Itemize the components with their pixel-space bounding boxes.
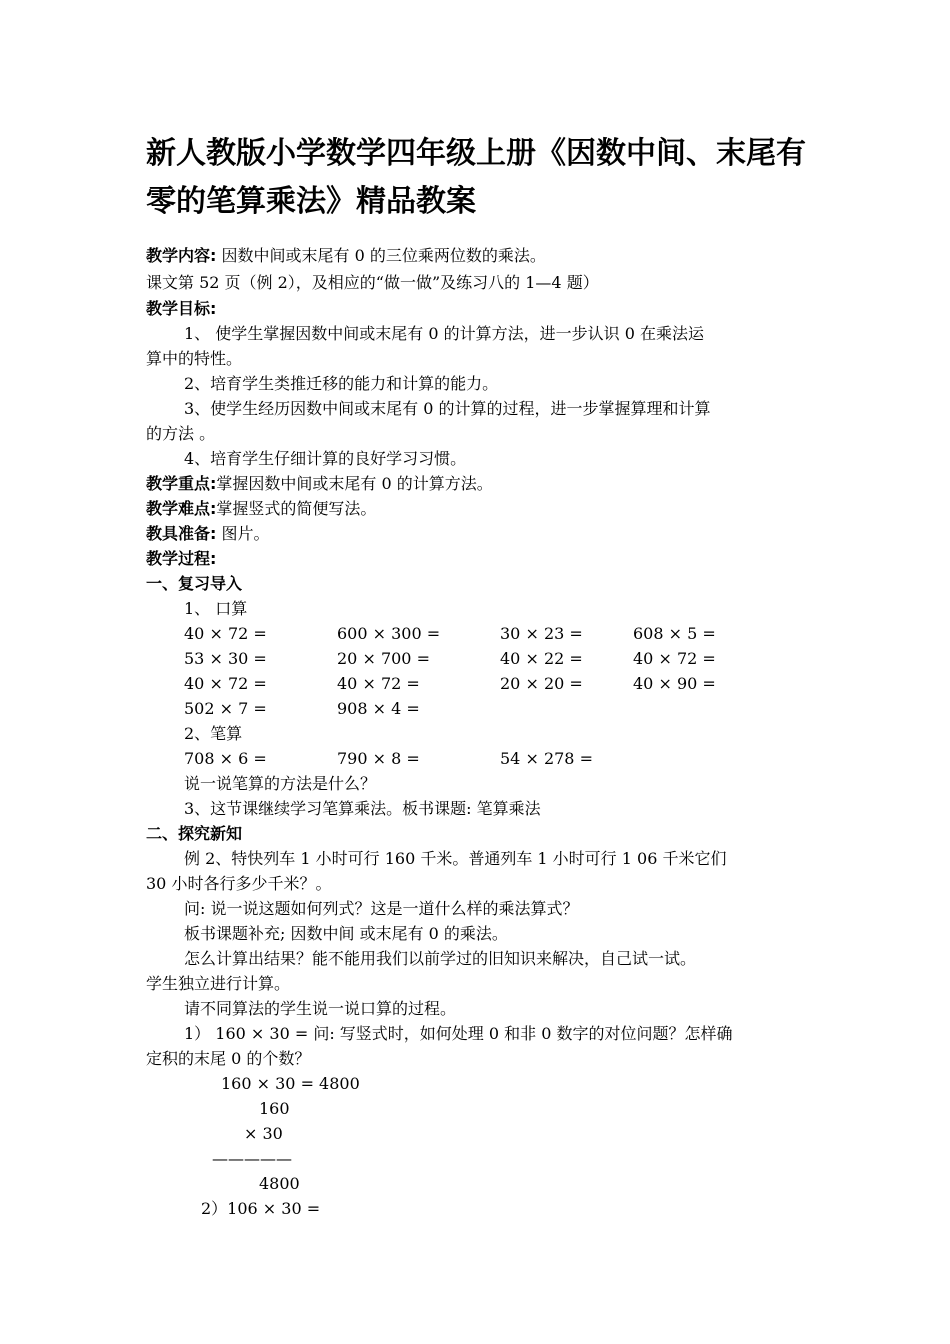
difficulty-text: 掌握竖式的简便写法。 <box>216 499 377 518</box>
content-label: 教学内容: <box>146 246 217 265</box>
how-line: 学生独立进行计算。 <box>146 974 291 993</box>
key-point-label: 教学重点: <box>146 474 217 493</box>
oral-item: 908 × 4 = <box>337 699 420 718</box>
vertical-rule: ————— <box>212 1149 292 1168</box>
calculation-line: 160 × 30 = 4800 <box>221 1074 360 1093</box>
vertical-multiplier: × 30 <box>244 1124 283 1143</box>
goal-line: 1、 使学生掌握因数中间或末尾有 0 的计算方法，进一步认识 0 在乘法运 <box>184 324 704 343</box>
key-point-text: 掌握因数中间或末尾有 0 的计算方法。 <box>216 474 493 493</box>
materials-label: 教具准备: <box>146 524 217 543</box>
difficulty-label: 教学难点: <box>146 499 217 518</box>
step-two-line: 2）106 × 30 = <box>201 1199 321 1218</box>
goal-line: 3、使学生经历因数中间或末尾有 0 的计算的过程，进一步掌握算理和计算 <box>184 399 711 418</box>
example-line: 例 2、特快列车 1 小时可行 160 千米。普通列车 1 小时可行 1 06 千米它们 <box>184 849 727 868</box>
oral-item: 20 × 700 = <box>337 649 430 668</box>
goal-line: 2、培育学生类推迁移的能力和计算的能力。 <box>184 374 499 393</box>
oral-item: 40 × 72 = <box>184 624 267 643</box>
written-item: 54 × 278 = <box>500 749 593 768</box>
oral-item: 20 × 20 = <box>500 674 583 693</box>
content-line <box>146 243 546 268</box>
key-point-line <box>146 471 493 496</box>
how-line: 怎么计算出结果？能不能用我们以前学过的旧知识来解决，自己试一试。 <box>184 949 697 968</box>
written-item: 790 × 8 = <box>337 749 420 768</box>
written-label: 2、笔算 <box>184 724 243 743</box>
oral-item: 53 × 30 = <box>184 649 267 668</box>
goal-line: 算中的特性。 <box>146 349 243 368</box>
section-heading: 一、复习导入 <box>146 574 243 593</box>
example-line: 30 小时各行多少千米？。 <box>146 874 332 893</box>
oral-item: 40 × 72 = <box>184 674 267 693</box>
oral-item: 502 × 7 = <box>184 699 267 718</box>
oral-item: 30 × 23 = <box>500 624 583 643</box>
oral-item: 608 × 5 = <box>633 624 716 643</box>
oral-item: 40 × 72 = <box>337 674 420 693</box>
step-one-line: 定积的末尾 0 的个数？ <box>146 1049 311 1068</box>
difficulty-line <box>146 496 376 521</box>
goal-line: 4、培育学生仔细计算的良好学习习惯。 <box>184 449 467 468</box>
textbook-line: 课文第 52 页（例 2），及相应的“做一做”及练习八的 1—4 题） <box>146 273 599 292</box>
question-line: 问: 说一说这题如何列式？这是一道什么样的乘法算式？ <box>184 899 579 918</box>
process-label: 教学过程: <box>146 549 217 568</box>
written-item: 708 × 6 = <box>184 749 267 768</box>
materials-line <box>146 521 270 546</box>
document-title: 新人教版小学数学四年级上册《因数中间、末尾有零的笔算乘法》精品教案 <box>146 136 806 219</box>
board-line: 板书课题补充; 因数中间 或末尾有 0 的乘法。 <box>184 924 508 943</box>
oral-item: 600 × 300 = <box>337 624 441 643</box>
goals-label: 教学目标: <box>146 299 217 318</box>
section-heading: 二、探究新知 <box>146 824 243 843</box>
oral-label: 1、 口算 <box>184 599 248 618</box>
content-text: 因数中间或末尾有 0 的三位乘两位数的乘法。 <box>221 246 546 265</box>
oral-item: 40 × 90 = <box>633 674 716 693</box>
ask-method: 说一说笔算的方法是什么？ <box>184 774 377 793</box>
item-three: 3、这节课继续学习笔算乘法。板书课题: 笔算乘法 <box>184 799 541 818</box>
vertical-top-number: 160 <box>259 1099 290 1118</box>
vertical-result: 4800 <box>259 1174 300 1193</box>
goal-line: 的方法 。 <box>146 424 216 443</box>
oral-item: 40 × 72 = <box>633 649 716 668</box>
step-one-line: 1） 160 × 30 = 问: 写竖式时，如何处理 0 和非 0 数字的对位问题？怎样确 <box>184 1024 733 1043</box>
materials-text: 图片。 <box>221 524 270 543</box>
oral-item: 40 × 22 = <box>500 649 583 668</box>
please-line: 请不同算法的学生说一说口算的过程。 <box>184 999 457 1018</box>
